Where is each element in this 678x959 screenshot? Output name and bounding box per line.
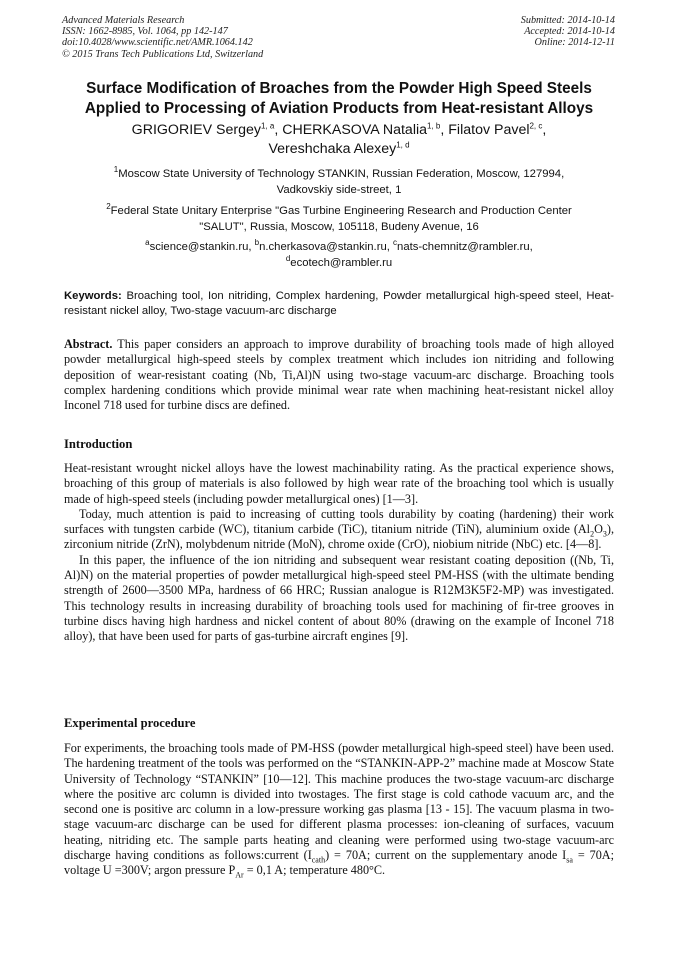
subscript: 2 <box>590 529 595 539</box>
affiliation-1 <box>62 166 616 198</box>
journal-issn: ISSN: 1662-8985, Vol. 1064, pp 142-147 <box>62 26 228 38</box>
email-mark: d <box>285 254 291 264</box>
paper-title <box>40 79 638 118</box>
affiliation-1-line-2: Vadkovskiy side-street, 1 <box>276 184 402 196</box>
author-emails <box>62 239 616 271</box>
keywords <box>64 289 614 319</box>
email-mark: b <box>254 238 260 248</box>
author-affil-mark: 1, a <box>260 121 275 131</box>
author-separator: , <box>274 122 283 138</box>
abstract-text: This paper considers an approach to improve durability of broaching tools made of high alloyed powder metallurgical high-speed steels by complex treatment which includes ion nitriding and following deposition of wear-resistant coating (Nb, Ti,Al)N using two-stage vacuum-arc discharge. Broaching tools complex hardening conditions which provide minimal wear rate when machining heat-resistant nickel alloy Inconel 718 used for turbine discs are defined. <box>64 337 614 413</box>
affiliation-mark: 2 <box>106 202 111 212</box>
affiliation-mark: 1 <box>113 165 119 175</box>
experimental-body <box>64 741 614 879</box>
email-link[interactable]: science@stankin.ru, <box>149 241 255 253</box>
author-name: CHERKASOVA Natalia <box>282 122 428 138</box>
intro-paragraph-2 <box>64 507 614 553</box>
email-mark: a <box>145 238 150 248</box>
authors-line-1 <box>40 121 638 140</box>
title-line-2: Applied to Processing of Aviation Products from Heat-resistant Alloys <box>84 99 594 117</box>
affiliation-text: Federal State Unitary Enterprise "Gas Turbine Engineering Research and Production Center <box>110 205 572 217</box>
affiliation-text: Moscow State University of Technology STANKIN, Russian Federation, Moscow, 127994, <box>118 168 565 180</box>
introduction-body <box>64 461 614 645</box>
online-date: Online: 2014-12-11 <box>534 37 615 49</box>
exp-text: = 70A; voltage U =300V; argon pressure P <box>64 848 614 878</box>
intro-p2-text: O <box>594 522 603 537</box>
exp-text: = 0,1 A; temperature 480°C. <box>243 863 386 878</box>
keywords-text: Broaching tool, Ion nitriding, Complex hardening, Powder metallurgical high-speed steel, Heat-resistant nickel alloy, Two-stage vacuum-arc discharge <box>64 290 614 318</box>
intro-p2-text: Today, much attention is paid to increasing of cutting tools durability by coating (hardening) their work surfaces with tungsten carbide (WC), titanium carbide (TiC), titanium nitride (TiN), aluminium oxide (Al <box>64 506 614 537</box>
email-link[interactable]: ecotech@rambler.ru <box>290 257 393 269</box>
exp-text: For experiments, the broaching tools made of PM-HSS (powder metallurgical high-speed steel) have been used. The hardening treatment of the tools was performed on the “STANKIN-APP-2” machine made at Moscow State University of Technology “STANKIN” [10—12]. This machine produces the two-stage vacuum-arc discharge where the positive arc column is divided into twostages. The first stage is cold cathode vacuum arc, and the second one is positive arc column in a low-pressure working gas plasma [13 - 15]. The vacuum plasma in two-stage vacuum-arc discharge can be used for different plasma processes: ion-cleaning of surfaces, vacuum heating, nitriding etc. The sample parts heating and cleaning were performed using two-stage vacuum-arc discharge having conditions as follows:current (I <box>64 741 614 863</box>
author-affil-mark: 2, c <box>529 121 543 131</box>
abstract <box>64 337 614 413</box>
abstract-label: Abstract. <box>64 337 113 351</box>
author-name: GRIGORIEV Sergey <box>131 122 261 138</box>
intro-paragraph-3: In this paper, the influence of the ion nitriding and subsequent wear resistant coating deposition ((Nb, Ti, Al)N) on the material properties of powder metallurgical high-speed steel PM-HSS (with the ultimate bending strength of 2600—3500 MPa, hardness of 66 HRC; Russian analogue is R12M3K5F2-MP) was investigated. This technology results in increasing durability of broaching tools used for machining of fir-tree grooves in turbine discs having high hardness and nickel content of about 80% (drawing on the example of Inconel 718 alloy), that have been used for parts of gas-turbine aircraft engines [9]. <box>64 552 614 644</box>
submitted-date: Submitted: 2014-10-14 <box>520 15 615 26</box>
affiliation-2 <box>62 203 616 235</box>
email-link[interactable]: n.cherkasova@stankin.ru, <box>259 241 394 253</box>
emails-line-2 <box>62 255 616 271</box>
journal-name: Advanced Materials Research <box>62 15 185 26</box>
author-name: Vereshchaka Alexey <box>268 141 397 157</box>
intro-p2-text: ), zirconium nitride (ZrN), molybdenum nitride (MoN), chrome oxide (CrO), niobium nitride (NbC) etc. [4—8]. <box>64 522 614 552</box>
email-link[interactable]: nats-chemnitz@rambler.ru, <box>397 241 533 253</box>
subscript: 3 <box>602 529 607 539</box>
journal-header-right <box>521 15 615 49</box>
author-affil-mark: 1, d <box>396 140 410 150</box>
subscript: sa <box>566 855 573 865</box>
journal-copyright: © 2015 Trans Tech Publications Ltd, Switzerland <box>62 48 264 60</box>
affiliation-2-line-1 <box>62 203 616 219</box>
author-affil-mark: 1, b <box>427 121 441 131</box>
email-mark: c <box>393 238 398 248</box>
affiliation-1-line-1 <box>62 166 616 182</box>
author-list <box>40 121 638 159</box>
section-heading-introduction: Introduction <box>64 437 133 451</box>
journal-doi[interactable]: doi:10.4028/www.scientific.net/AMR.1064.142 <box>62 37 253 49</box>
affiliation-2-line-2: "SALUT", Russia, Moscow, 105118, Budeny Avenue, 16 <box>199 221 479 233</box>
author-separator: , <box>542 122 547 138</box>
journal-header-left <box>62 15 263 60</box>
keywords-label: Keywords: <box>64 290 122 302</box>
experimental-paragraph-1 <box>64 741 614 879</box>
author-name: Filatov Pavel <box>448 122 530 138</box>
subscript: Ar <box>235 870 244 880</box>
title-line-1: Surface Modification of Broaches from the Powder High Speed Steels <box>86 80 592 97</box>
emails-line-1 <box>62 239 616 255</box>
exp-text: ) = 70A; current on the supplementary anode I <box>325 848 567 863</box>
subscript: cath <box>311 855 326 865</box>
authors-line-2 <box>40 140 638 159</box>
accepted-date: Accepted: 2014-10-14 <box>524 26 615 38</box>
section-heading-experimental: Experimental procedure <box>64 716 196 730</box>
author-separator: , <box>440 122 449 138</box>
intro-paragraph-1: Heat-resistant wrought nickel alloys have the lowest machinability rating. As the practical experience shows, broaching of this group of materials is also followed by high wear rate of the broaching tool which is usually made of high-speed steels (including powder metallurgical ones) [1—3]. <box>64 461 614 506</box>
